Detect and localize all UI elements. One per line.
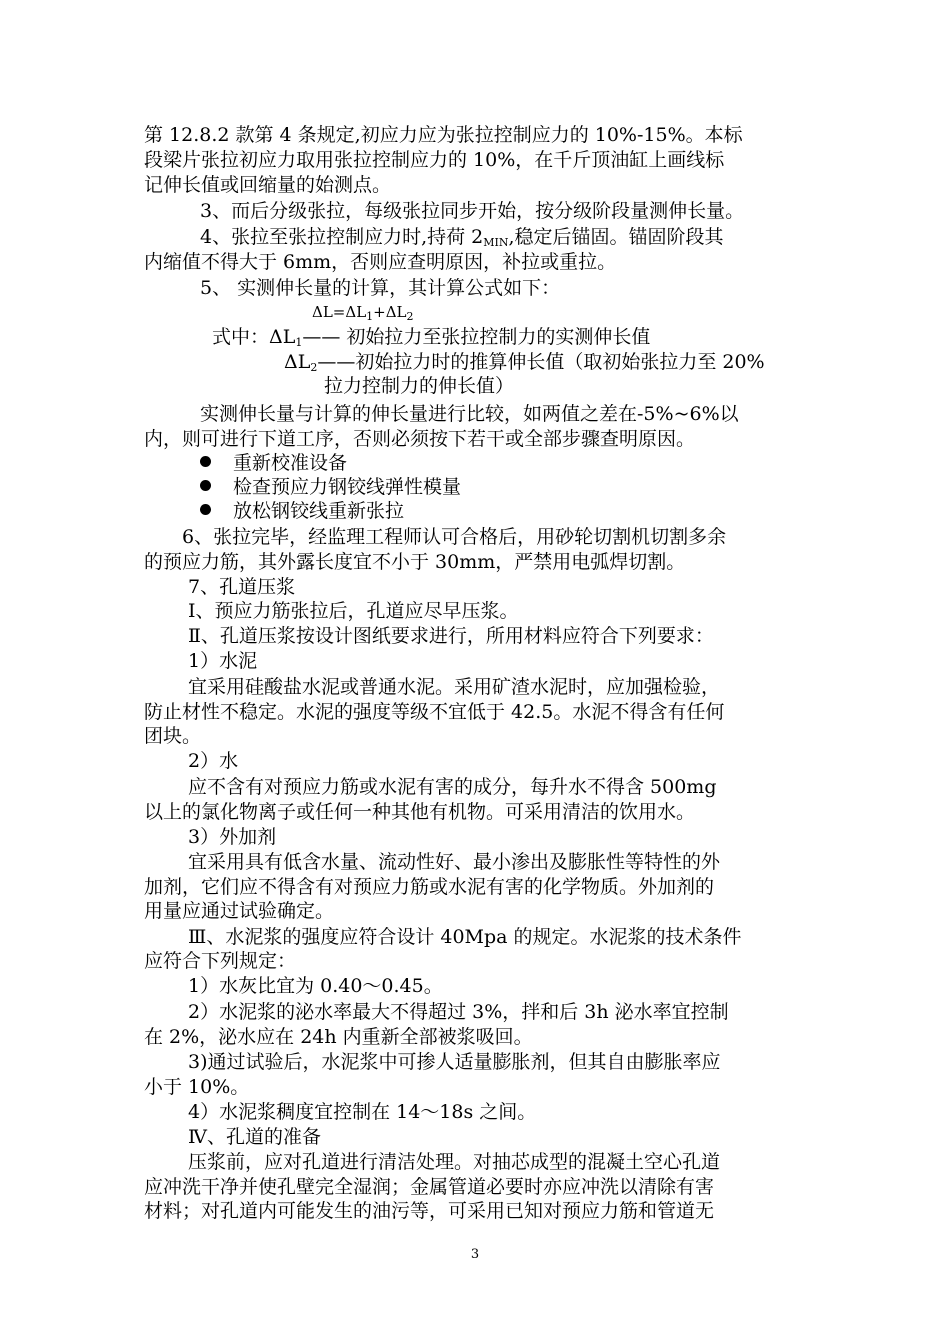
subscript: 1 <box>366 310 374 323</box>
bullet-item <box>200 475 872 499</box>
subscript: MIN <box>483 236 509 249</box>
text-segment: ,稳定后锚固。锚固阶段其 <box>508 226 724 248</box>
text-line: 记伸长值或回缩量的始测点。 <box>144 174 392 196</box>
bullet-icon <box>200 480 211 491</box>
subscript: 2 <box>310 361 318 374</box>
bullet-item <box>200 451 872 475</box>
text-line: Ⅱ、孔道压浆按设计图纸要求进行，所用材料应符合下列要求： <box>188 625 714 647</box>
text-line: 7、孔道压浆 <box>188 576 296 598</box>
bullet-icon <box>200 456 211 467</box>
text-line: Ⅰ、预应力筋张拉后，孔道应尽早压浆。 <box>188 600 519 622</box>
text-line: 团块。 <box>144 725 202 747</box>
page-number: 3 <box>470 1247 480 1262</box>
text-line: 应不含有对预应力筋或水泥有害的成分，每升水不得含 500mg <box>188 776 717 798</box>
text-line: Ⅳ、孔道的准备 <box>188 1126 321 1148</box>
bullet-text: 检查预应力钢铰线弹性模量 <box>233 476 462 498</box>
text-line: 2）水 <box>188 750 239 772</box>
text-line: 段梁片张拉初应力取用张拉控制应力的 10%，在千斤顶油缸上画线标 <box>144 149 725 171</box>
text-segment: +ΔL <box>373 303 407 321</box>
text-line: 6、张拉完毕，经监理工程师认可合格后，用砂轮切割机切割多余 <box>182 526 727 548</box>
text-line: 防止材性不稳定。水泥的强度等级不宜低于 42.5。水泥不得含有任何 <box>144 701 725 723</box>
bullet-item <box>200 499 872 523</box>
text-line: 应冲洗干净并使孔壁完全湿润；金属管道必要时亦应冲洗以清除有害 <box>144 1176 715 1198</box>
text-line: 在 2%，泌水应在 24h 内重新全部被浆吸回。 <box>144 1026 533 1048</box>
text-line: 5、 实测伸长量的计算，其计算公式如下： <box>200 277 561 299</box>
bullet-text: 重新校准设备 <box>233 452 348 474</box>
text-line: 2）水泥浆的泌水率最大不得超过 3%，拌和后 3h 泌水率宜控制 <box>188 1001 729 1023</box>
text-line: 加剂，它们应不得含有对预应力筋或水泥有害的化学物质。外加剂的 <box>144 876 715 898</box>
text-segment: ΔL=ΔL <box>312 303 367 321</box>
text-line: 小于 10%。 <box>144 1076 250 1098</box>
text-line: 1）水灰比宜为 0.40～0.45。 <box>188 975 443 997</box>
text-segment: 4、张拉至张拉控制应力时,持荷 2 <box>200 226 484 248</box>
text-line: 宜采用硅酸盐水泥或普通水泥。采用矿渣水泥时，应加强检验， <box>188 676 721 698</box>
text-line: 宜采用具有低含水量、流动性好、最小渗出及膨胀性等特性的外 <box>188 851 721 873</box>
text-line: 内，则可进行下道工序，否则必须按下若干或全部步骤查明原因。 <box>144 428 696 450</box>
text-line: 的预应力筋，其外露长度宜不小于 30mm，严禁用电弧焊切割。 <box>144 551 686 573</box>
text-segment: ——初始拉力时的推算伸长值（取初始张拉力至 20% <box>317 351 765 373</box>
text-line: 3、而后分级张拉，每级张拉同步开始，按分级阶段量测伸长量。 <box>200 200 745 222</box>
bullet-text: 放松钢铰线重新张拉 <box>233 500 405 522</box>
bullet-icon <box>200 504 211 515</box>
text-line: 4）水泥浆稠度宜控制在 14～18s 之间。 <box>188 1101 537 1123</box>
subscript: 1 <box>295 336 303 349</box>
text-line: 1）水泥 <box>188 650 258 672</box>
text-line: 3)通过试验后，水泥浆中可掺人适量膨胀剂，但其自由膨胀率应 <box>188 1051 721 1073</box>
text-line: 第 12.8.2 款第 4 条规定,初应力应为张拉控制应力的 10%-15%。本标 <box>144 124 743 146</box>
text-line: 内缩值不得大于 6mm，否则应查明原因，补拉或重拉。 <box>144 251 617 273</box>
text-line: 3）外加剂 <box>188 826 277 848</box>
text-segment: —— 初始拉力至张拉控制力的实测伸长值 <box>302 326 651 348</box>
text-line: 材料；对孔道内可能发生的油污等，可采用已知对预应力筋和管道无 <box>144 1200 715 1222</box>
text-line: 以上的氯化物离子或任何一种其他有机物。可采用清洁的饮用水。 <box>144 801 696 823</box>
text-line: 实测伸长量与计算的伸长量进行比较，如两值之差在-5%~6%以 <box>200 403 739 425</box>
subscript: 2 <box>406 310 414 323</box>
text-line: Ⅲ、水泥浆的强度应符合设计 40Mpa 的规定。水泥浆的技术条件 <box>188 926 742 948</box>
text-line: 用量应通过试验确定。 <box>144 900 335 922</box>
text-line: 应符合下列规定： <box>144 950 297 972</box>
text-segment: 式中：ΔL <box>212 326 296 348</box>
text-segment: ΔL <box>284 351 311 373</box>
text-line: 压浆前，应对孔道进行清洁处理。对抽芯成型的混凝土空心孔道 <box>188 1151 721 1173</box>
text-line: 拉力控制力的伸长值） <box>324 375 515 397</box>
